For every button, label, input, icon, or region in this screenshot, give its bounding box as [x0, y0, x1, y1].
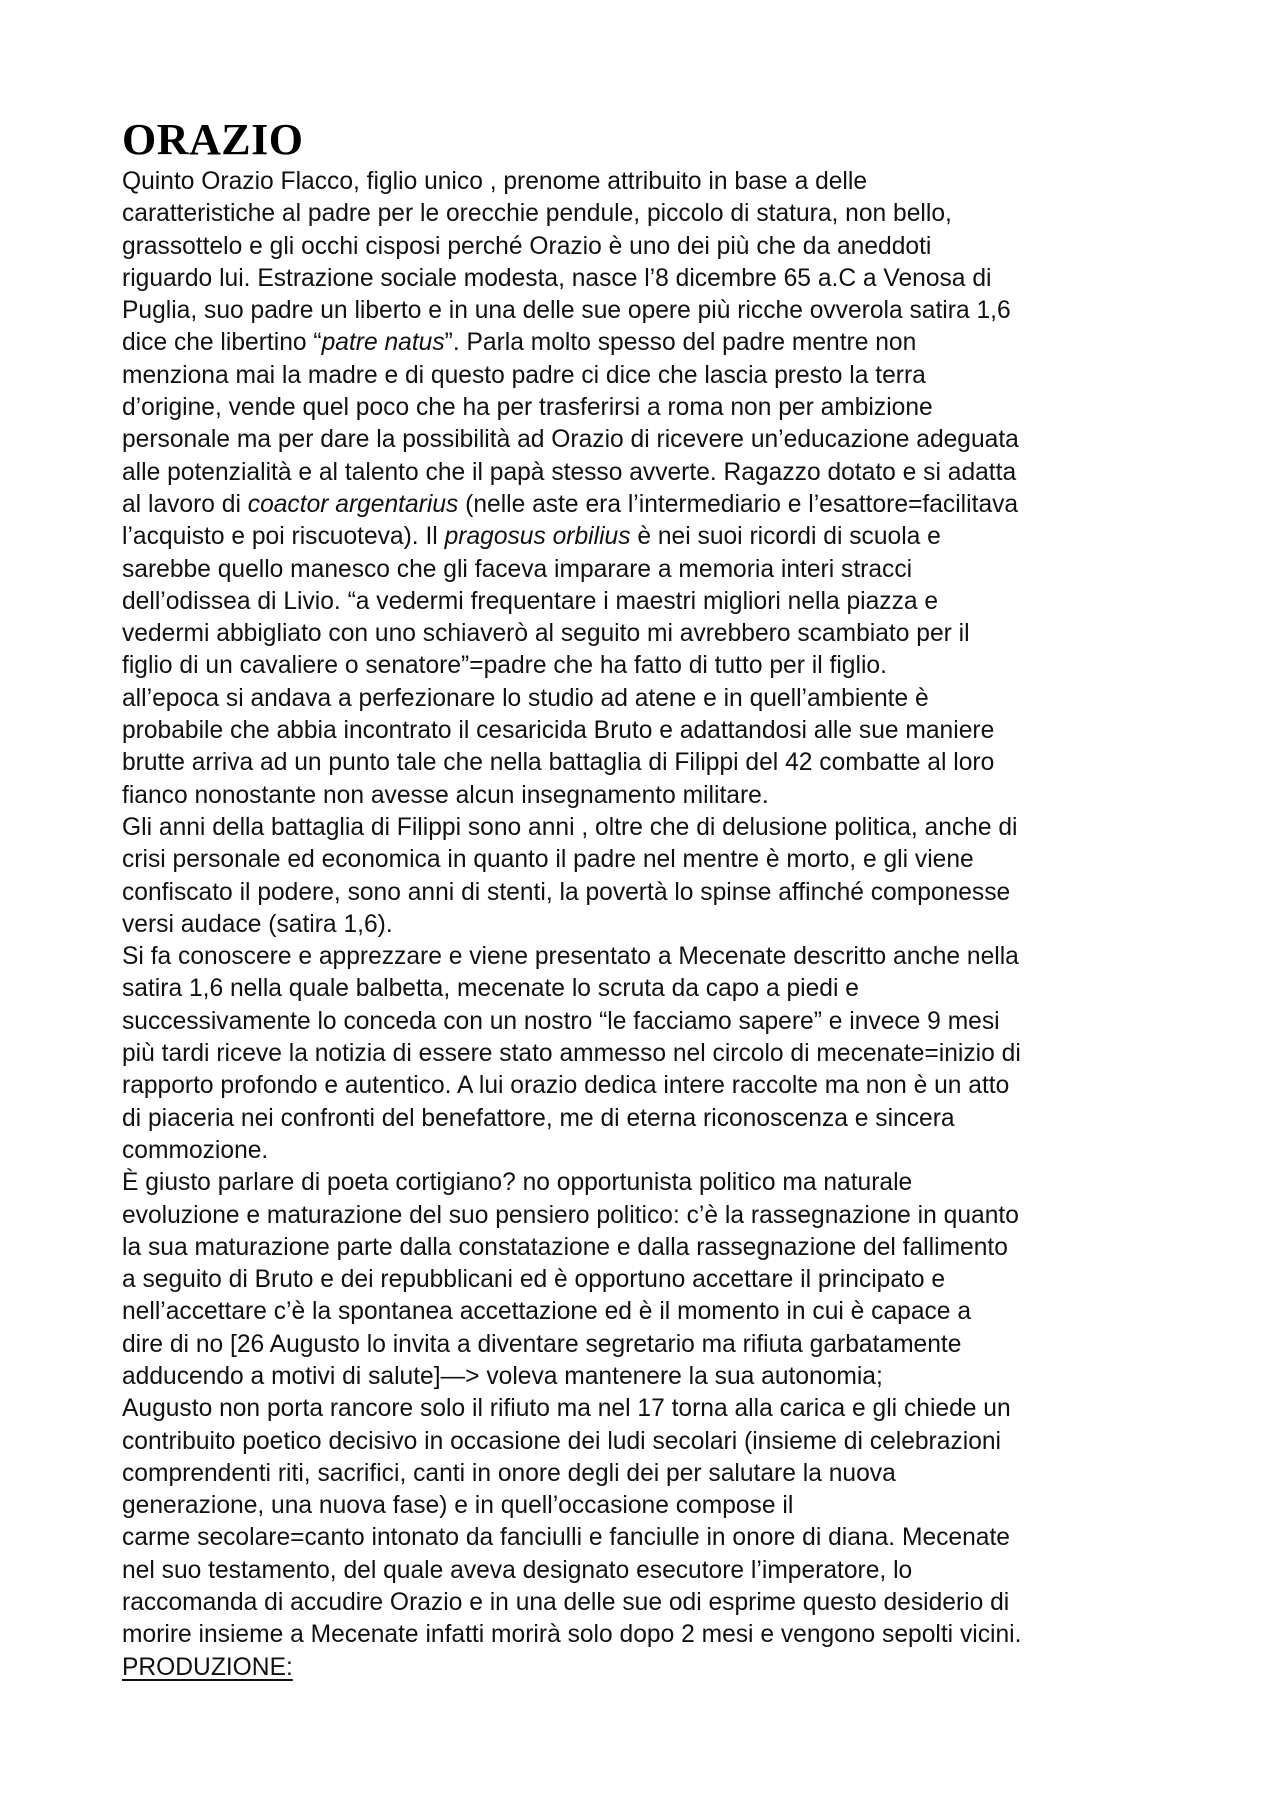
text-segment: personale ma per dare la possibilità ad Orazio di ricevere un’educazione adeguata [122, 426, 1019, 454]
text-line [122, 1200, 1182, 1232]
text-line [122, 973, 1182, 1005]
text-segment: Augusto non porta rancore solo il rifiuto ma nel 17 torna alla carica e gli chiede un [122, 1395, 1011, 1423]
text-line [122, 1619, 1182, 1651]
text-segment: morire insieme a Mecenate infatti morirà solo dopo 2 mesi e vengono sepolti vicini. [122, 1621, 1022, 1649]
text-segment: carme secolare=canto intonato da fanciulli e fanciulle in onore di diana. Mecenate [122, 1524, 1010, 1552]
text-line [122, 1103, 1182, 1135]
text-segment: più tardi riceve la notizia di essere stato ammesso nel circolo di mecenate=inizio di [122, 1040, 1021, 1068]
text-segment: Puglia, suo padre un liberto e in una delle sue opere più ricche ovverola satira 1,6 [122, 297, 1011, 325]
text-segment: Gli anni della battaglia di Filippi sono anni , oltre che di delusione politica, anche di [122, 813, 1018, 841]
text-segment: sarebbe quello manesco che gli faceva imparare a memoria interi stracci [122, 555, 913, 583]
text-segment: vedermi abbigliato con uno schiaverò al seguito mi avrebbero scambiato per il [122, 620, 970, 648]
text-segment: alle potenzialità e al talento che il papà stesso avverte. Ragazzo dotato e si adatta [122, 458, 1017, 486]
text-segment: satira 1,6 nella quale balbetta, mecenate lo scruta da capo a piedi e [122, 975, 859, 1003]
text-line [122, 392, 1182, 424]
text-segment: la sua maturazione parte dalla constatazione e dalla rassegnazione del fallimento [122, 1233, 1008, 1261]
text-line [122, 1393, 1182, 1425]
text-line [122, 1006, 1182, 1038]
text-line [122, 424, 1182, 456]
italic-text: coactor argentarius [247, 490, 459, 518]
italic-text: patre natus [321, 329, 445, 357]
text-line [122, 457, 1182, 489]
text-segment: (nelle aste era l’intermediario e l’esattore=facilitava [458, 490, 1019, 518]
text-segment: al lavoro di [122, 490, 248, 518]
text-line [122, 618, 1182, 650]
text-segment: crisi personale ed economica in quanto il padre nel mentre è morto, e gli viene [122, 846, 974, 874]
text-line [122, 1426, 1182, 1458]
text-line [122, 360, 1182, 392]
text-segment: all’epoca si andava a perfezionare lo studio ad atene e in quell’ambiente è [122, 684, 929, 712]
text-line [122, 941, 1182, 973]
text-segment: ”. Parla molto spesso del padre mentre non [444, 329, 917, 357]
text-line [122, 650, 1182, 682]
text-line [122, 1329, 1182, 1361]
text-segment: caratteristiche al padre per le orecchie pendule, piccolo di statura, non bello, [122, 200, 952, 228]
text-segment: fianco nonostante non avesse alcun insegnamento militare. [122, 781, 769, 809]
text-segment: a seguito di Bruto e dei repubblicani ed è opportuno accettare il principato e [122, 1266, 946, 1294]
text-segment: adducendo a motivi di salute]—> voleva mantenere la sua autonomia; [122, 1362, 883, 1390]
text-segment: di piaceria nei confronti del benefattore, me di eterna riconoscenza e sincera [122, 1104, 955, 1132]
text-segment: commozione. [122, 1136, 269, 1164]
text-line [122, 295, 1182, 327]
text-segment: dice che libertino “ [122, 329, 322, 357]
text-segment: nell’accettare c’è la spontanea accettazione ed è il momento in cui è capace a [122, 1298, 972, 1326]
text-line [122, 1587, 1182, 1619]
text-line [122, 231, 1182, 263]
text-line [122, 715, 1182, 747]
text-line [122, 1555, 1182, 1587]
text-segment: dell’odissea di Livio. “a vedermi frequentare i maestri migliori nella piazza e [122, 587, 939, 615]
italic-text: pragosus orbilius [444, 523, 631, 551]
text-segment: dire di no [26 Augusto lo invita a diventare segretario ma rifiuta garbatamente [122, 1330, 962, 1358]
text-segment: raccomanda di accudire Orazio e in una delle sue odi esprime questo desiderio di [122, 1589, 1010, 1617]
text-segment: rapporto profondo e autentico. A lui orazio dedica intere raccolte ma non è un atto [122, 1072, 1010, 1100]
text-line [122, 166, 1182, 198]
text-line [122, 909, 1182, 941]
text-segment: evoluzione e maturazione del suo pensiero politico: c’è la rassegnazione in quanto [122, 1201, 1019, 1229]
text-line [122, 1070, 1182, 1102]
text-line [122, 1458, 1182, 1490]
text-segment: nel suo testamento, del quale aveva designato esecutore l’imperatore, lo [122, 1556, 913, 1584]
text-segment: Si fa conoscere e apprezzare e viene presentato a Mecenate descritto anche nella [122, 943, 1019, 971]
text-line [122, 1296, 1182, 1328]
text-segment: comprendenti riti, sacrifici, canti in onore degli dei per salutare la nuova [122, 1459, 896, 1487]
text-segment: brutte arriva ad un punto tale che nella battaglia di Filippi del 42 combatte al loro [122, 749, 995, 777]
text-line [122, 1232, 1182, 1264]
text-segment: generazione, una nuova fase) e in quell’occasione compose il [122, 1492, 794, 1520]
section-heading [122, 1652, 1182, 1684]
text-line [122, 1135, 1182, 1167]
text-line [122, 586, 1182, 618]
text-segment: figlio di un cavaliere o senatore”=padre che ha fatto di tutto per il figlio. [122, 652, 887, 680]
text-segment: probabile che abbia incontrato il cesaricida Bruto e adattandosi alle sue maniere [122, 717, 995, 745]
text-segment: È giusto parlare di poeta cortigiano? no opportunista politico ma naturale [122, 1169, 913, 1197]
document-title: ORAZIO [122, 115, 304, 164]
text-line [122, 489, 1182, 521]
text-line [122, 812, 1182, 844]
text-line [122, 1522, 1182, 1554]
text-segment: è nei suoi ricordi di scuola e [630, 523, 941, 551]
text-segment: successivamente lo conceda con un nostro “le facciamo sapere” e invece 9 mesi [122, 1007, 1000, 1035]
text-segment: Quinto Orazio Flacco, figlio unico , prenome attribuito in base a delle [122, 168, 868, 195]
text-line [122, 327, 1182, 359]
text-line [122, 554, 1182, 586]
text-segment: riguardo lui. Estrazione sociale modesta, nasce l’8 dicembre 65 a.C a Venosa di [122, 264, 992, 292]
text-line [122, 844, 1182, 876]
document-body [122, 166, 1182, 1652]
text-segment: confiscato il podere, sono anni di stenti, la povertà lo spinse affinché componesse [122, 878, 1011, 906]
text-line [122, 747, 1182, 779]
text-line [122, 1038, 1182, 1070]
text-line [122, 780, 1182, 812]
text-segment: contribuito poetico decisivo in occasione dei ludi secolari (insieme di celebrazioni [122, 1427, 1002, 1455]
text-segment: grassottelo e gli occhi cisposi perché Orazio è uno dei più che da aneddoti [122, 232, 932, 260]
text-line [122, 1490, 1182, 1522]
text-line [122, 263, 1182, 295]
text-line [122, 198, 1182, 230]
text-segment: versi audace (satira 1,6). [122, 910, 393, 938]
section-heading-text: PRODUZIONE: [122, 1653, 293, 1681]
text-line [122, 877, 1182, 909]
text-line [122, 1361, 1182, 1393]
text-segment: menziona mai la madre e di questo padre ci dice che lascia presto la terra [122, 361, 926, 389]
text-line [122, 1264, 1182, 1296]
text-line [122, 1167, 1182, 1199]
text-line [122, 521, 1182, 553]
text-segment: d’origine, vende quel poco che ha per trasferirsi a roma non per ambizione [122, 394, 933, 422]
text-line [122, 683, 1182, 715]
document-page [122, 116, 1182, 1684]
text-segment: l’acquisto e poi riscuoteva). Il [122, 523, 445, 551]
